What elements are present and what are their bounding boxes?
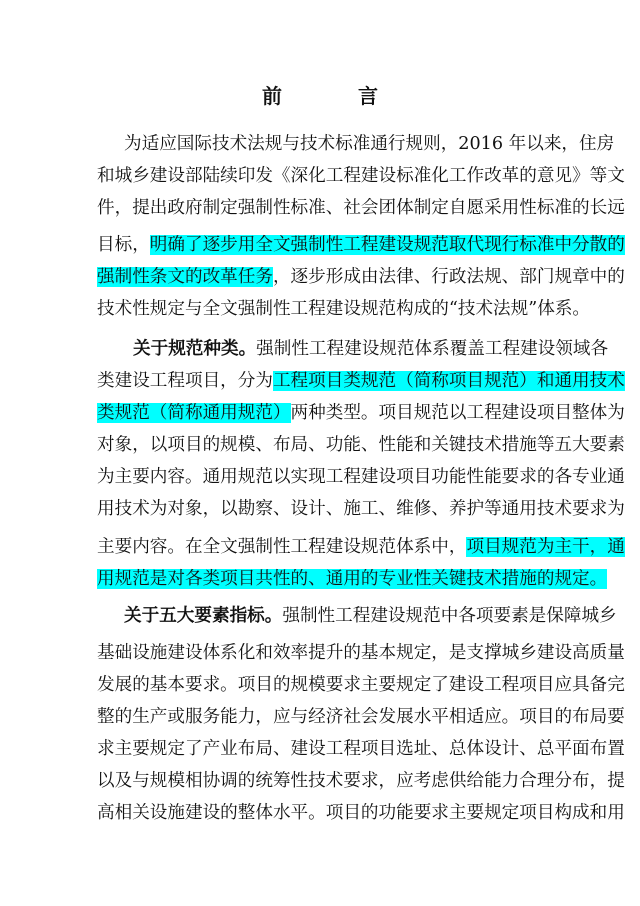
highlighted-text: 用规范是对各类项目共性的、通用的专业性关键技术措施的规定。 — [97, 569, 608, 589]
paragraph-1-line-3: 件，提出政府制定强制性标准、社会团体制定自愿采用性标准的长远 — [97, 198, 625, 218]
paragraph-3-line-7: 高相关设施建设的整体水平。项目的功能要求主要规定项目构成和用 — [97, 803, 625, 823]
paragraph-2-line-4: 对象，以项目的规模、布局、功能、性能和关键技术措施等五大要素 — [97, 435, 625, 455]
paragraph-2-line-2: 类建设工程项目，分为工程项目类规范（简称项目规范）和通用技术 — [97, 371, 625, 391]
highlighted-text: 强制性条文的改革任务 — [97, 267, 273, 287]
section-heading-spec-types: 关于规范种类。 — [133, 338, 257, 359]
paragraph-1-line-1: 为适应国际技术法规与技术标准通行规则，2016 年以来，住房 — [124, 134, 615, 154]
page-title: 前 言 — [262, 84, 406, 108]
paragraph-3-line-2: 基础设施建设体系化和效率提升的基本规定，是支撑城乡建设高质量 — [97, 643, 625, 663]
paragraph-3-line-1: 关于五大要素指标。强制性工程建设规范中各项要素是保障城乡 — [124, 605, 617, 626]
paragraph-2-line-6: 用技术为对象，以勘察、设计、施工、维修、养护等通用技术要求为 — [97, 499, 625, 519]
highlighted-text: 工程项目类规范（简称项目规范）和通用技术 — [272, 371, 625, 391]
paragraph-2-line-5: 为主要内容。通用规范以实现工程建设项目功能性能要求的各专业通 — [97, 467, 625, 487]
highlighted-text: 明确了逐步用全文强制性工程建设规范取代现行标准中分散的 — [149, 235, 625, 255]
paragraph-2-line-1: 关于规范种类。强制性工程建设规范体系覆盖工程建设领域各 — [133, 338, 609, 359]
paragraph-3-line-6: 以及与规模相协调的统筹性技术要求，应考虑供给能力合理分布，提 — [97, 771, 625, 791]
highlighted-text: 类规范（简称通用规范） — [97, 403, 291, 423]
paragraph-2-line-8 — [97, 563, 607, 595]
highlighted-text: 项目规范为主干，通 — [466, 537, 625, 557]
paragraph-1-line-5: 强制性条文的改革任务，逐步形成由法律、行政法规、部门规章中的 — [97, 267, 625, 287]
paragraph-3-line-5: 求主要规定了产业布局、建设工程项目选址、总体设计、总平面布置 — [97, 739, 625, 759]
paragraph-1-line-2: 和城乡建设部陆续印发《深化工程建设标准化工作改革的意见》等文 — [97, 166, 625, 186]
paragraph-3-line-3: 发展的基本要求。项目的规模要求主要规定了建设工程项目应具备完 — [97, 675, 625, 695]
paragraph-2-line-7: 主要内容。在全文强制性工程建设规范体系中，项目规范为主干，通 — [97, 537, 625, 557]
paragraph-2-line-3: 类规范（简称通用规范）两种类型。项目规范以工程建设项目整体为 — [97, 403, 625, 423]
paragraph-1-line-6: 技术性规定与全文强制性工程建设规范构成的“技术法规”体系。 — [97, 299, 591, 319]
paragraph-3-line-4: 整的生产或服务能力，应与经济社会发展水平相适应。项目的布局要 — [97, 707, 625, 727]
paragraph-1-line-4: 目标，明确了逐步用全文强制性工程建设规范取代现行标准中分散的 — [97, 235, 625, 255]
section-heading-five-elements: 关于五大要素指标。 — [124, 605, 283, 626]
